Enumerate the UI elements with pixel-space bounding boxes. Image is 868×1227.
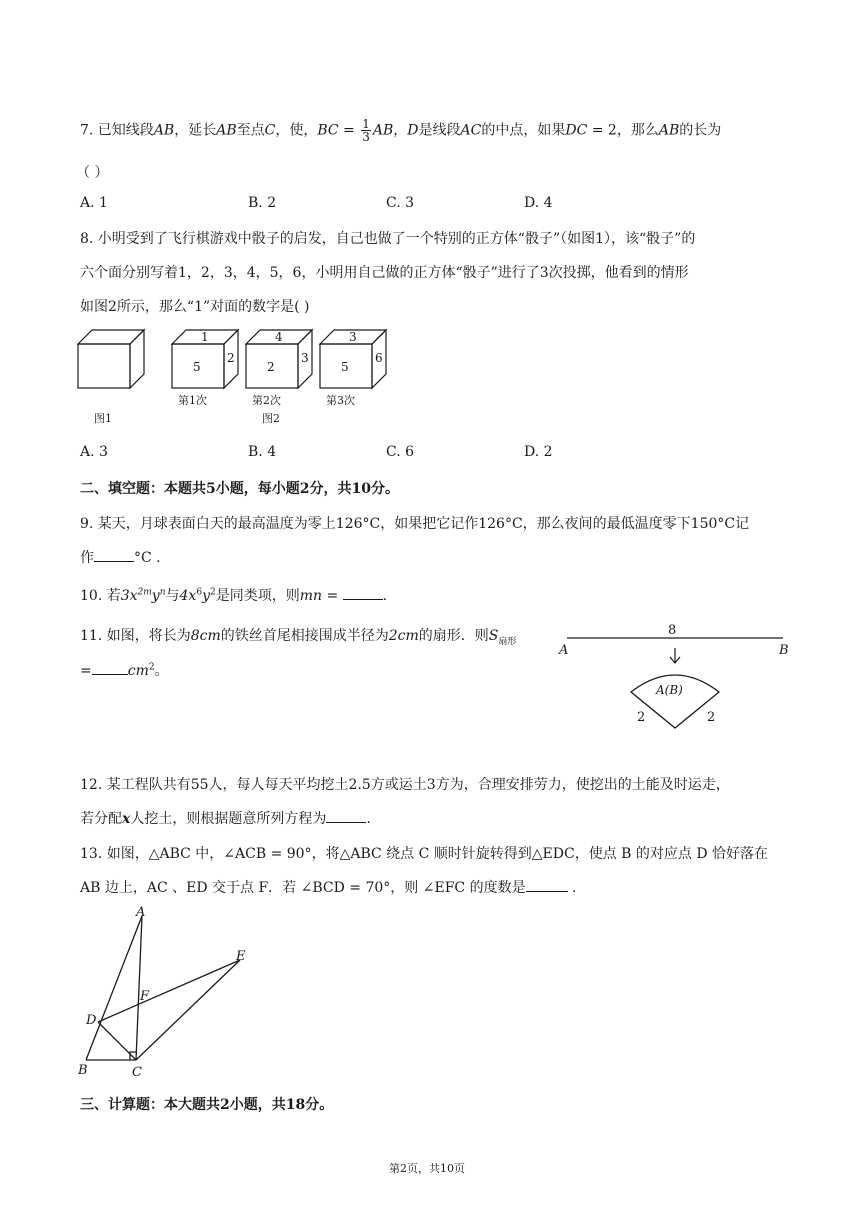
blank-cube-side — [130, 330, 144, 388]
q9-answer-blank — [94, 549, 134, 562]
point-a-label: A — [136, 905, 146, 920]
q11-line1: 11. 如图，将长为8cm的铁丝首尾相接围成半径为2cm的扇形．则$S_{扇形}$ — [80, 628, 517, 647]
q8-option-b: B. 4 — [248, 444, 277, 460]
q7-option-a: A. 1 — [80, 195, 108, 211]
q9-line2: 作 °C . — [80, 550, 161, 566]
section-3-heading: 三、计算题：本大题共2小题，共18分。 — [80, 1097, 334, 1113]
q13-line1: 13. 如图，△ABC 中，∠ACB = 90°，将△ABC 绕点 C 顺时针旋转得到△EDC，使点 B 的对应点 D 恰好落在 — [80, 846, 769, 862]
q13-figure — [72, 902, 272, 1082]
blank-cube-front — [78, 344, 130, 388]
q12-answer-blank — [326, 810, 366, 823]
point-b-label: B — [779, 643, 789, 658]
q7-option-c: C. 3 — [386, 195, 415, 211]
blank-cube-top — [78, 330, 144, 344]
point-e-label: E — [236, 949, 246, 964]
die-3-front-number: 5 — [341, 360, 349, 374]
sector-arc-label: A(B) — [656, 683, 683, 697]
q11-figure — [555, 618, 795, 748]
die-1-caption: 第1次 — [178, 394, 207, 407]
q12-line1: 12. 某工程队共有55人，每人每天平均挖土2.5方或运土3方为，合理安排劳力，使挖出的土能及时运走， — [80, 777, 730, 793]
point-f-label: F — [140, 989, 150, 1004]
q10-answer-blank — [343, 587, 383, 600]
q8-line1: 8. 小明受到了飞行棋游戏中骰子的启发，自己也做了一个特别的正方体“骰子”（如图1），该“骰子”的 — [80, 231, 696, 247]
point-b-label: B — [78, 1063, 88, 1078]
die-2-front-number: 2 — [267, 360, 275, 374]
section-2-heading: 二、填空题：本题共5小题，每小题2分，共10分。 — [80, 481, 399, 497]
q7-line1: 7. 已知线段AB，延长AB至点C，使，BC = $\frac{1}{3}$ AB，D是线段AC的中点，如果DC = 2，那么AB的长为 — [80, 117, 722, 144]
figure-2-caption: 图2 — [262, 412, 280, 425]
die-3-side-number: 6 — [375, 351, 383, 365]
die-2-top-number: 4 — [275, 330, 283, 344]
q11-line2: = $cm^2$。 — [80, 662, 169, 679]
segment-de — [98, 960, 240, 1022]
page-footer: 第2页，共10页 — [389, 1162, 465, 1175]
q8-line2: 六个面分别写着1，2，3，4，5，6，小明用自己做的正方体“骰子”进行了3次投掷，他看到的情形 — [80, 265, 689, 281]
die-2-side-number: 3 — [301, 351, 309, 365]
sector-radius-right-label: 2 — [707, 710, 716, 725]
die-1-side-number: 2 — [227, 351, 235, 365]
die-1-top-number: 1 — [201, 330, 209, 344]
q12-line2: 若分配x人挖土，则根据题意所列方程为 . — [80, 811, 371, 827]
q7-option-b: B. 2 — [248, 195, 277, 211]
q8-option-a: A. 3 — [80, 444, 108, 460]
die-2-caption: 第2次 — [252, 394, 281, 407]
die-3-caption: 第3次 — [326, 394, 355, 407]
sector-radius-left-label: 2 — [637, 710, 646, 725]
q8-line3: 如图2所示，那么“1”对面的数字是( ) — [80, 299, 310, 315]
q13-answer-blank — [526, 879, 568, 892]
q8-option-d: D. 2 — [524, 444, 553, 460]
q8-option-c: C. 6 — [386, 444, 415, 460]
q7-paren: （ ） — [76, 165, 109, 181]
segment-ec — [136, 960, 240, 1060]
wire-length-label: 8 — [668, 623, 677, 638]
q9-line1: 9. 某天，月球表面白天的最高温度为零上126°C，如果把它记作126°C，那么夜间的最低温度零下150°C记 — [80, 516, 750, 532]
q13-line2: AB 边上，AC 、ED 交于点 F．若 ∠BCD = 70°，则 ∠EFC 的度数是 . — [80, 880, 577, 896]
point-d-label: D — [86, 1013, 97, 1028]
point-a-label: A — [559, 643, 569, 658]
die-3-top-number: 3 — [349, 330, 357, 344]
dice-figure — [70, 322, 400, 430]
fraction-one-third: $\frac{1}{3}$ — [362, 117, 370, 144]
segment-ac — [136, 916, 142, 1060]
figure-1-caption: 图1 — [94, 412, 112, 425]
die-1-front-number: 5 — [193, 360, 201, 374]
q10-line: 10. 若$3x^{2m}y^n$与$4x^6y^2$是同类项，则mn = . — [80, 587, 388, 604]
point-c-label: C — [132, 1065, 142, 1080]
q7-option-d: D. 4 — [524, 195, 553, 211]
q11-answer-blank — [92, 662, 128, 675]
